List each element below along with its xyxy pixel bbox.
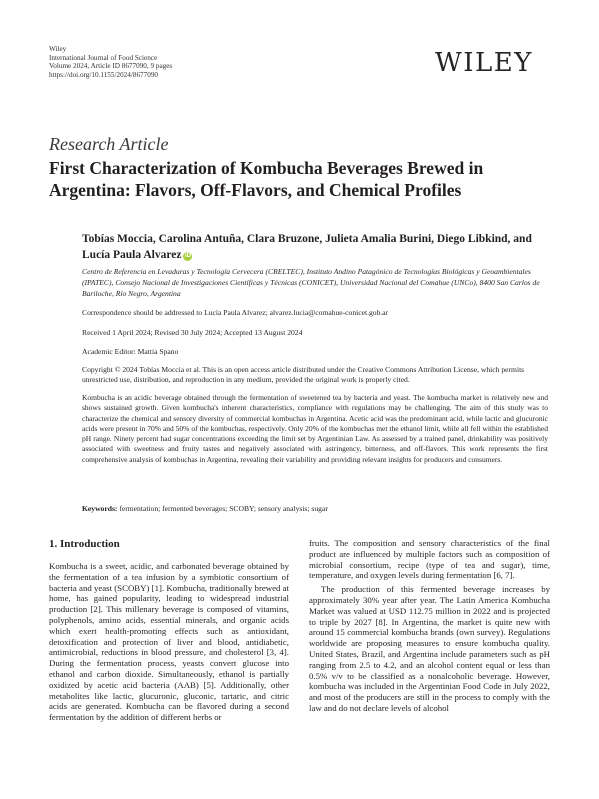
- keywords: [82, 504, 552, 514]
- keywords-label: Keywords:: [82, 504, 118, 513]
- body-column-right: [309, 538, 550, 714]
- authors-text: Tobías Moccia, Carolina Antuña, Clara Bruzone, Julieta Amalia Burini, Diego Libkind, and Lucía Paula Alvarez: [82, 233, 532, 261]
- academic-editor: Academic Editor: Mattia Spano: [82, 347, 179, 356]
- publisher-name: Wiley: [49, 45, 67, 53]
- copyright-notice: Copyright © 2024 Tobías Moccia et al. This is an open access article distributed under the Creative Commons Attribution License, which permits unrestricted use, distribution, and reproduction in any medium, provided the original work is properly cited.: [82, 365, 525, 385]
- paragraph: fruits. The composition and sensory characteristics of the final product are influenced by multiple factors such as composition of microbial consortium, recipe (type of tea and sugar), time, temperature, and oxygen levels during fermentation [6, 7].: [309, 538, 550, 581]
- volume-info: Volume 2024, Article ID 8677090, 9 pages: [49, 62, 173, 71]
- keywords-list: fermentation; fermented beverages; SCOBY; sensory analysis; sugar: [119, 504, 328, 513]
- correspondence: Correspondence should be addressed to Lucía Paula Alvarez; alvarez.lucia@comahue-conicet.gob.ar: [82, 308, 389, 317]
- article-title: First Characterization of Kombucha Beverages Brewed in Argentina: Flavors, Off-Flavors, and Chemical Profiles: [49, 158, 484, 200]
- article-dates: Received 1 April 2024; Revised 30 July 2024; Accepted 13 August 2024: [82, 328, 303, 337]
- abstract: Kombucha is an acidic beverage obtained through the fermentation of sweetened tea by bacteria and yeast. The kombucha market is relatively new and shows sustained growth. Given kombucha's inherent characteristics, compliance with regulations may be challenging. The aim of this study was to characterize the chemical and sensory diversity of commercial kombuchas in Argentina. Acetic acid was the predominant acid, while lactic and glucuronic acids were present in 70% and 50% of the kombuchas, respectively. Only 20% of the kombuchas met the ethanol limit, while all fell within the established pH range. Ninety percent had sugar concentrations exceeding the limit set by Argentinian Law. As assessed by a trained panel, drinkability was positively associated with sweetness and fruity tastes and negatively associated with astringency, bitterness, and off-flavors. This work represents the first comprehensive analysis of kombuchas in Argentina, revealing their variability and providing relevant insights for producers and consumers.: [82, 393, 548, 464]
- affiliation: Centro de Referencia en Levaduras y Tecnología Cervecera (CRELTEC), Instituto Andino Patagónico de Tecnologías Biológicas y Geoambientales (IPATEC), Consejo Nacional de Investigaciones Científicas y Técnicas (CONICET), Universidad Nacional del Comahue (UNCo), 8400 San Carlos de Bariloche, Río Negro, Argentina: [82, 267, 540, 298]
- orcid-icon[interactable]: iD: [184, 253, 191, 259]
- journal-meta: [49, 45, 172, 80]
- doi-link[interactable]: https://doi.org/10.1155/2024/8677090: [49, 71, 159, 80]
- article-type: Research Article: [49, 134, 169, 154]
- author-list: [82, 231, 562, 263]
- body-column-left: [49, 561, 289, 723]
- paragraph: The production of this fermented beverage increases by approximately 30% year after year. The Latin America Kombucha Market was valued at USD 112.75 million in 2022 and is projected to triple by 2027 [8]. In Argentina, the market is quite new with around 15 commercial kombucha brands (own survey). Regulations worldwide are proposing measures to ensure kombucha quality. United States, Brazil, and Argentina include parameters such as pH ranging from 2.5 to 4.2, and an alcohol content equal or less than 0.5% v/v to be classified as a nonalcoholic beverage. However, kombucha was included in the Argentinian Food Code in July 2022, and most of the producers are still in the process to comply with the law and do not declare levels of alcohol: [309, 584, 550, 713]
- section-heading: 1. Introduction: [49, 538, 120, 550]
- wiley-logo: WILEY: [435, 48, 533, 78]
- journal-name: International Journal of Food Science: [49, 53, 158, 62]
- paragraph: Kombucha is a sweet, acidic, and carbonated beverage obtained by the fermentation of a tea infusion by a symbiotic consortium of bacteria and yeast (SCOBY) [1]. Kombucha, traditionally brewed at home, has gained popularity, leading to widespread industrial production [2]. This millenary beverage is composed of vitamins, polyphenols, amino acids, essential minerals, and organic acids which exert health-promoting effects such as antioxidant, detoxification and protection of liver and blood, antidiabetic, antimicrobial, reductions in blood pressure, and cholesterol [3, 4]. During the fermentation process, yeasts convert glucose into ethanol and carbon dioxide. Simultaneously, ethanol is partially oxidized by acetic acid bacteria (AAB) [5]. Additionally, other metabolites like lactic, glucuronic, gluconic, tartaric, and citric acids are generated. Kombucha can be flavored during a second fermentation by the addition of different herbs or: [49, 561, 289, 723]
